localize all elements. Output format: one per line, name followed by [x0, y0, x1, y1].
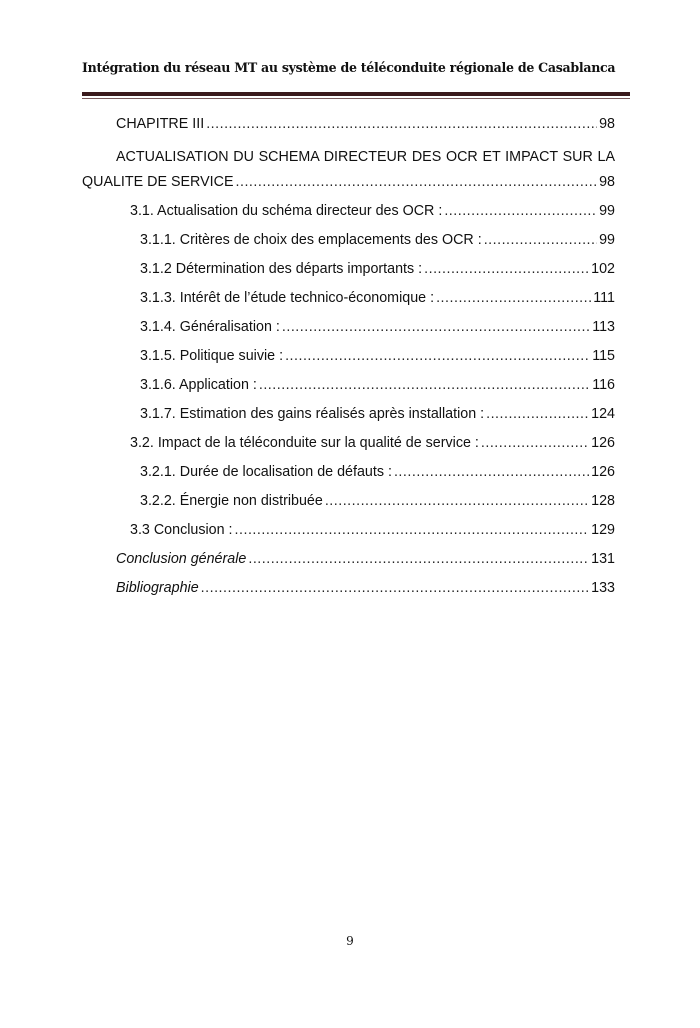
- toc-entry-title: 3.1. Actualisation du schéma directeur des OCR :: [130, 203, 443, 219]
- toc-chapter-title-line1[interactable]: ACTUALISATION DU SCHEMA DIRECTEUR DES OCR ET IMPACT SUR LA: [116, 149, 615, 165]
- leader-dots: [235, 520, 590, 540]
- toc-entry-title: 3.3 Conclusion :: [130, 522, 233, 538]
- toc-entry[interactable]: [82, 404, 615, 433]
- leader-dots: [325, 491, 589, 511]
- toc-entry-title: 3.2. Impact de la téléconduite sur la qualité de service :: [130, 435, 479, 451]
- toc-entry-title: 3.1.1. Critères de choix des emplacements des OCR :: [140, 232, 482, 248]
- header-rule: [82, 92, 630, 96]
- toc-entry[interactable]: [82, 259, 615, 288]
- toc-entry-page: 99: [599, 232, 615, 248]
- leader-dots: [285, 346, 590, 366]
- leader-dots: [444, 201, 597, 221]
- toc-entry-page: 128: [591, 493, 615, 509]
- toc-entry-page: 124: [591, 406, 615, 422]
- toc-entry-title: 3.1.7. Estimation des gains réalisés après installation :: [140, 406, 485, 422]
- page-number: 9: [346, 934, 354, 948]
- toc-entry-title: 3.1.6. Application :: [140, 377, 257, 393]
- leader-dots: [206, 114, 597, 134]
- leader-dots: [481, 433, 589, 453]
- toc-entry-page: 111: [593, 290, 615, 306]
- toc-entry-chapter[interactable]: [82, 114, 615, 143]
- toc-entry-page: 102: [591, 261, 615, 277]
- toc-entry-page: 98: [599, 116, 615, 132]
- toc-entry-page: 99: [599, 203, 615, 219]
- toc-entry-page: 126: [591, 464, 615, 480]
- toc-entry-title: Bibliographie: [116, 580, 199, 596]
- toc-entry[interactable]: [82, 520, 615, 549]
- toc-entry[interactable]: [82, 230, 615, 259]
- toc-entry-title: 3.2.1. Durée de localisation de défauts :: [140, 464, 392, 480]
- running-header: Intégration du réseau MT au système de téléconduite régionale de Casablanca: [82, 60, 616, 75]
- toc-entry-page: 126: [591, 435, 615, 451]
- toc-entry[interactable]: [82, 433, 615, 462]
- leader-dots: [424, 259, 589, 279]
- toc-entry-title: 3.1.3. Intérêt de l’étude technico-économique :: [140, 290, 435, 306]
- toc-entry-title: CHAPITRE III: [116, 116, 205, 132]
- leader-dots: [394, 462, 589, 482]
- leader-dots: [436, 288, 591, 308]
- leader-dots: [236, 172, 598, 192]
- toc-entry[interactable]: [82, 462, 615, 491]
- toc-entry-page: 115: [592, 348, 615, 364]
- toc-entry-title: QUALITE DE SERVICE: [82, 174, 234, 190]
- toc-entry-page: 113: [592, 319, 615, 335]
- toc-entry-title: 3.1.4. Généralisation :: [140, 319, 280, 335]
- leader-dots: [282, 317, 590, 337]
- toc-entry-page: 98: [599, 174, 615, 190]
- toc-entry-title: 3.2.2. Énergie non distribuée: [140, 493, 323, 509]
- toc-entry[interactable]: [82, 288, 615, 317]
- header-rule-thin: [82, 98, 630, 99]
- leader-dots: [248, 549, 589, 569]
- toc-entry-title: 3.1.5. Politique suivie :: [140, 348, 284, 364]
- toc-entry-page: 133: [591, 580, 615, 596]
- toc-entry-title: Conclusion générale: [116, 551, 247, 567]
- toc-entry[interactable]: [82, 549, 615, 578]
- toc-entry[interactable]: [82, 375, 615, 404]
- table-of-contents: [82, 114, 615, 607]
- toc-chapter-title-line2[interactable]: [82, 172, 615, 201]
- leader-dots: [259, 375, 590, 395]
- toc-entry[interactable]: [82, 317, 615, 346]
- toc-entry-page: 116: [592, 377, 615, 393]
- toc-entry[interactable]: [82, 346, 615, 375]
- toc-entry-page: 129: [591, 522, 615, 538]
- leader-dots: [201, 578, 589, 598]
- toc-entry-title: 3.1.2 Détermination des départs importants :: [140, 261, 423, 277]
- leader-dots: [484, 230, 597, 250]
- toc-entry[interactable]: [82, 491, 615, 520]
- toc-entry[interactable]: [82, 578, 615, 607]
- toc-entry-page: 131: [591, 551, 615, 567]
- leader-dots: [486, 404, 589, 424]
- toc-entry[interactable]: [82, 201, 615, 230]
